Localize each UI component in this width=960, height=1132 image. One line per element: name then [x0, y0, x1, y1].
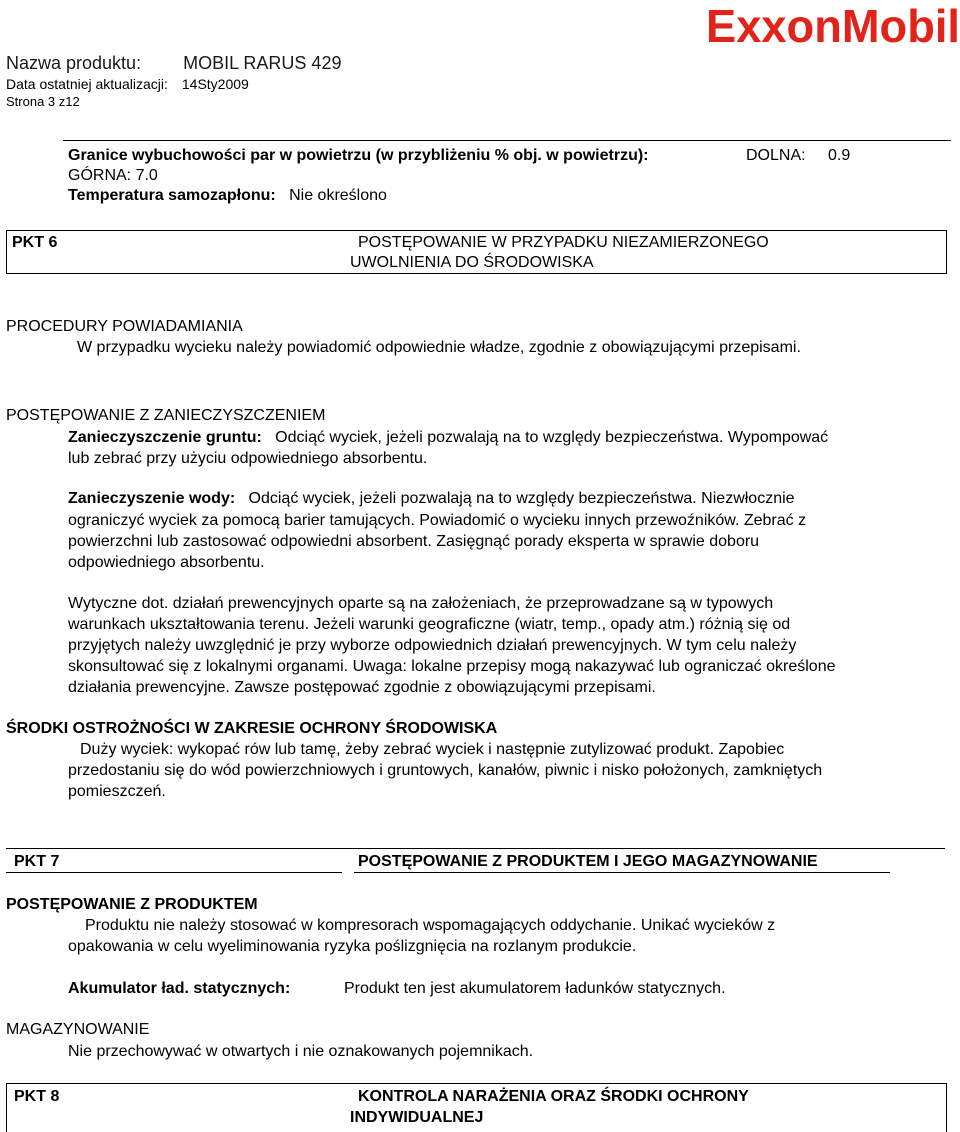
section-6-title-line1: POSTĘPOWANIE W PRZYPADKU NIEZAMIERZONEGO [358, 234, 769, 251]
autoignition-value: Nie określono [289, 187, 387, 204]
environmental-text-3: pomieszczeń. [68, 783, 166, 800]
land-spill-text-2: lub zebrać przy użyciu odpowiedniego absorbentu. [68, 450, 428, 467]
environmental-text-1: Duży wyciek: wykopać rów lub tamę, żeby zebrać wyciek i następnie zutylizować produkt. Zapobiec [80, 741, 785, 758]
update-date-line [6, 75, 249, 93]
storage-text: Nie przechowywać w otwartych i nie oznakowanych pojemnikach. [68, 1043, 534, 1060]
explosion-limits-label: Granice wybuchowości par w powietrzu (w przybliżeniu % obj. w powietrzu): [68, 147, 649, 164]
header-divider [63, 140, 951, 141]
land-spill-line1 [68, 427, 948, 448]
section-7-top-rule [6, 848, 945, 849]
handling-text-1: Produktu nie należy stosować w kompresorach wspomagających oddychanie. Unikać wycieków z [85, 917, 776, 934]
guidance-text-2: warunkach ukształtowania terenu. Jeżeli warunki geograficzne (wiatr, temp., opady atm.) różnią się od [68, 616, 791, 633]
product-name-line [6, 52, 341, 74]
land-spill-text-1: Odciąć wyciek, jeżeli pozwalają na to względy bezpieczeństwa. Wypompować [275, 429, 829, 446]
water-spill-line1 [68, 488, 948, 509]
section-7-left-underline [6, 872, 342, 873]
land-spill-label: Zanieczyszczenie gruntu: [68, 429, 262, 446]
exxonmobil-logo [706, 0, 960, 52]
guidance-text-4: skonsultować się z lokalnymi organami. Uwaga: lokalne przepisy mogą nakazywać lub ograniczać określone [68, 658, 836, 675]
water-spill-text-3: powierzchni lub zastosować odpowiedni absorbent. Zasięgnąć porady eksperta w sprawie doboru [68, 533, 760, 550]
static-accumulator-label: Akumulator ład. statycznych: [68, 980, 291, 997]
section-7-title: POSTĘPOWANIE Z PRODUKTEM I JEGO MAGAZYNOWANIE [358, 853, 818, 870]
handling-text-2: opakowania w celu wyeliminowania ryzyka poślizgnięcia na rozlanym produkcie. [68, 938, 637, 955]
section-8-title-line2: INDYWIDUALNEJ [350, 1109, 484, 1126]
product-label: Nazwa produktu: [6, 53, 142, 73]
logo-text: ExxonMobil [706, 0, 960, 52]
notification-text: W przypadku wycieku należy powiadomić odpowiednie władze, zgodnie z obowiązującymi przepisami. [77, 339, 801, 356]
handling-heading: POSTĘPOWANIE Z PRODUKTEM [6, 896, 258, 913]
section-6-title-line2: UWOLNIENIA DO ŚRODOWISKA [350, 254, 594, 271]
update-date: 14Sty2009 [181, 76, 249, 92]
explosion-lower-value: 0.9 [828, 147, 851, 164]
water-spill-text-2: ograniczyć wyciek za pomocą barier tamujących. Powiadomić o wycieku innych przewoźników. Zebrać z [68, 512, 807, 529]
guidance-text-3: przyjętych należy uwzględnić je przy wyborze odpowiednich działań prewencyjnych. W tym celu należy [68, 637, 797, 654]
autoignition-label: Temperatura samozapłonu: [68, 187, 276, 204]
update-label: Data ostatniej aktualizacji: [6, 76, 168, 92]
section-7-title-underline [354, 872, 890, 873]
section-7-number: PKT 7 [14, 853, 60, 870]
environmental-text-2: przedostaniu się do wód powierzchniowych i gruntowych, kanałów, piwnic i nisko położonych, zamkniętych [68, 762, 823, 779]
notification-heading: PROCEDURY POWIADAMIANIA [6, 318, 243, 335]
product-name: MOBIL RARUS 429 [183, 53, 342, 73]
section-6-number: PKT 6 [12, 234, 58, 251]
storage-heading: MAGAZYNOWANIE [6, 1021, 150, 1038]
water-spill-text-4: odpowiedniego absorbentu. [68, 554, 265, 571]
section-8-title-line1: KONTROLA NARAŻENIA ORAZ ŚRODKI OCHRONY [358, 1088, 749, 1105]
environmental-heading: ŚRODKI OSTROŻNOŚCI W ZAKRESIE OCHRONY ŚRODOWISKA [6, 720, 498, 737]
explosion-lower-label: DOLNA: [746, 147, 806, 164]
water-spill-label: Zanieczyszenie wody: [68, 490, 236, 507]
section-8-number: PKT 8 [14, 1088, 60, 1105]
guidance-text-5: działania prewencyjne. Zawsze postępować zgodnie z obowiązującymi przepisami. [68, 679, 656, 696]
water-spill-text-1: Odciąć wyciek, jeżeli pozwalają na to względy bezpieczeństwa. Niezwłocznie [248, 490, 795, 507]
spill-heading: POSTĘPOWANIE Z ZANIECZYSZCZENIEM [6, 407, 326, 424]
static-accumulator-value: Produkt ten jest akumulatorem ładunków statycznych. [344, 980, 726, 997]
autoignition-line [68, 185, 387, 206]
page-number: Strona 3 z12 [6, 94, 80, 109]
guidance-text-1: Wytyczne dot. działań prewencyjnych oparte są na założeniach, że przeprowadzane są w typowych [68, 595, 774, 612]
explosion-upper: GÓRNA: 7.0 [68, 167, 158, 184]
